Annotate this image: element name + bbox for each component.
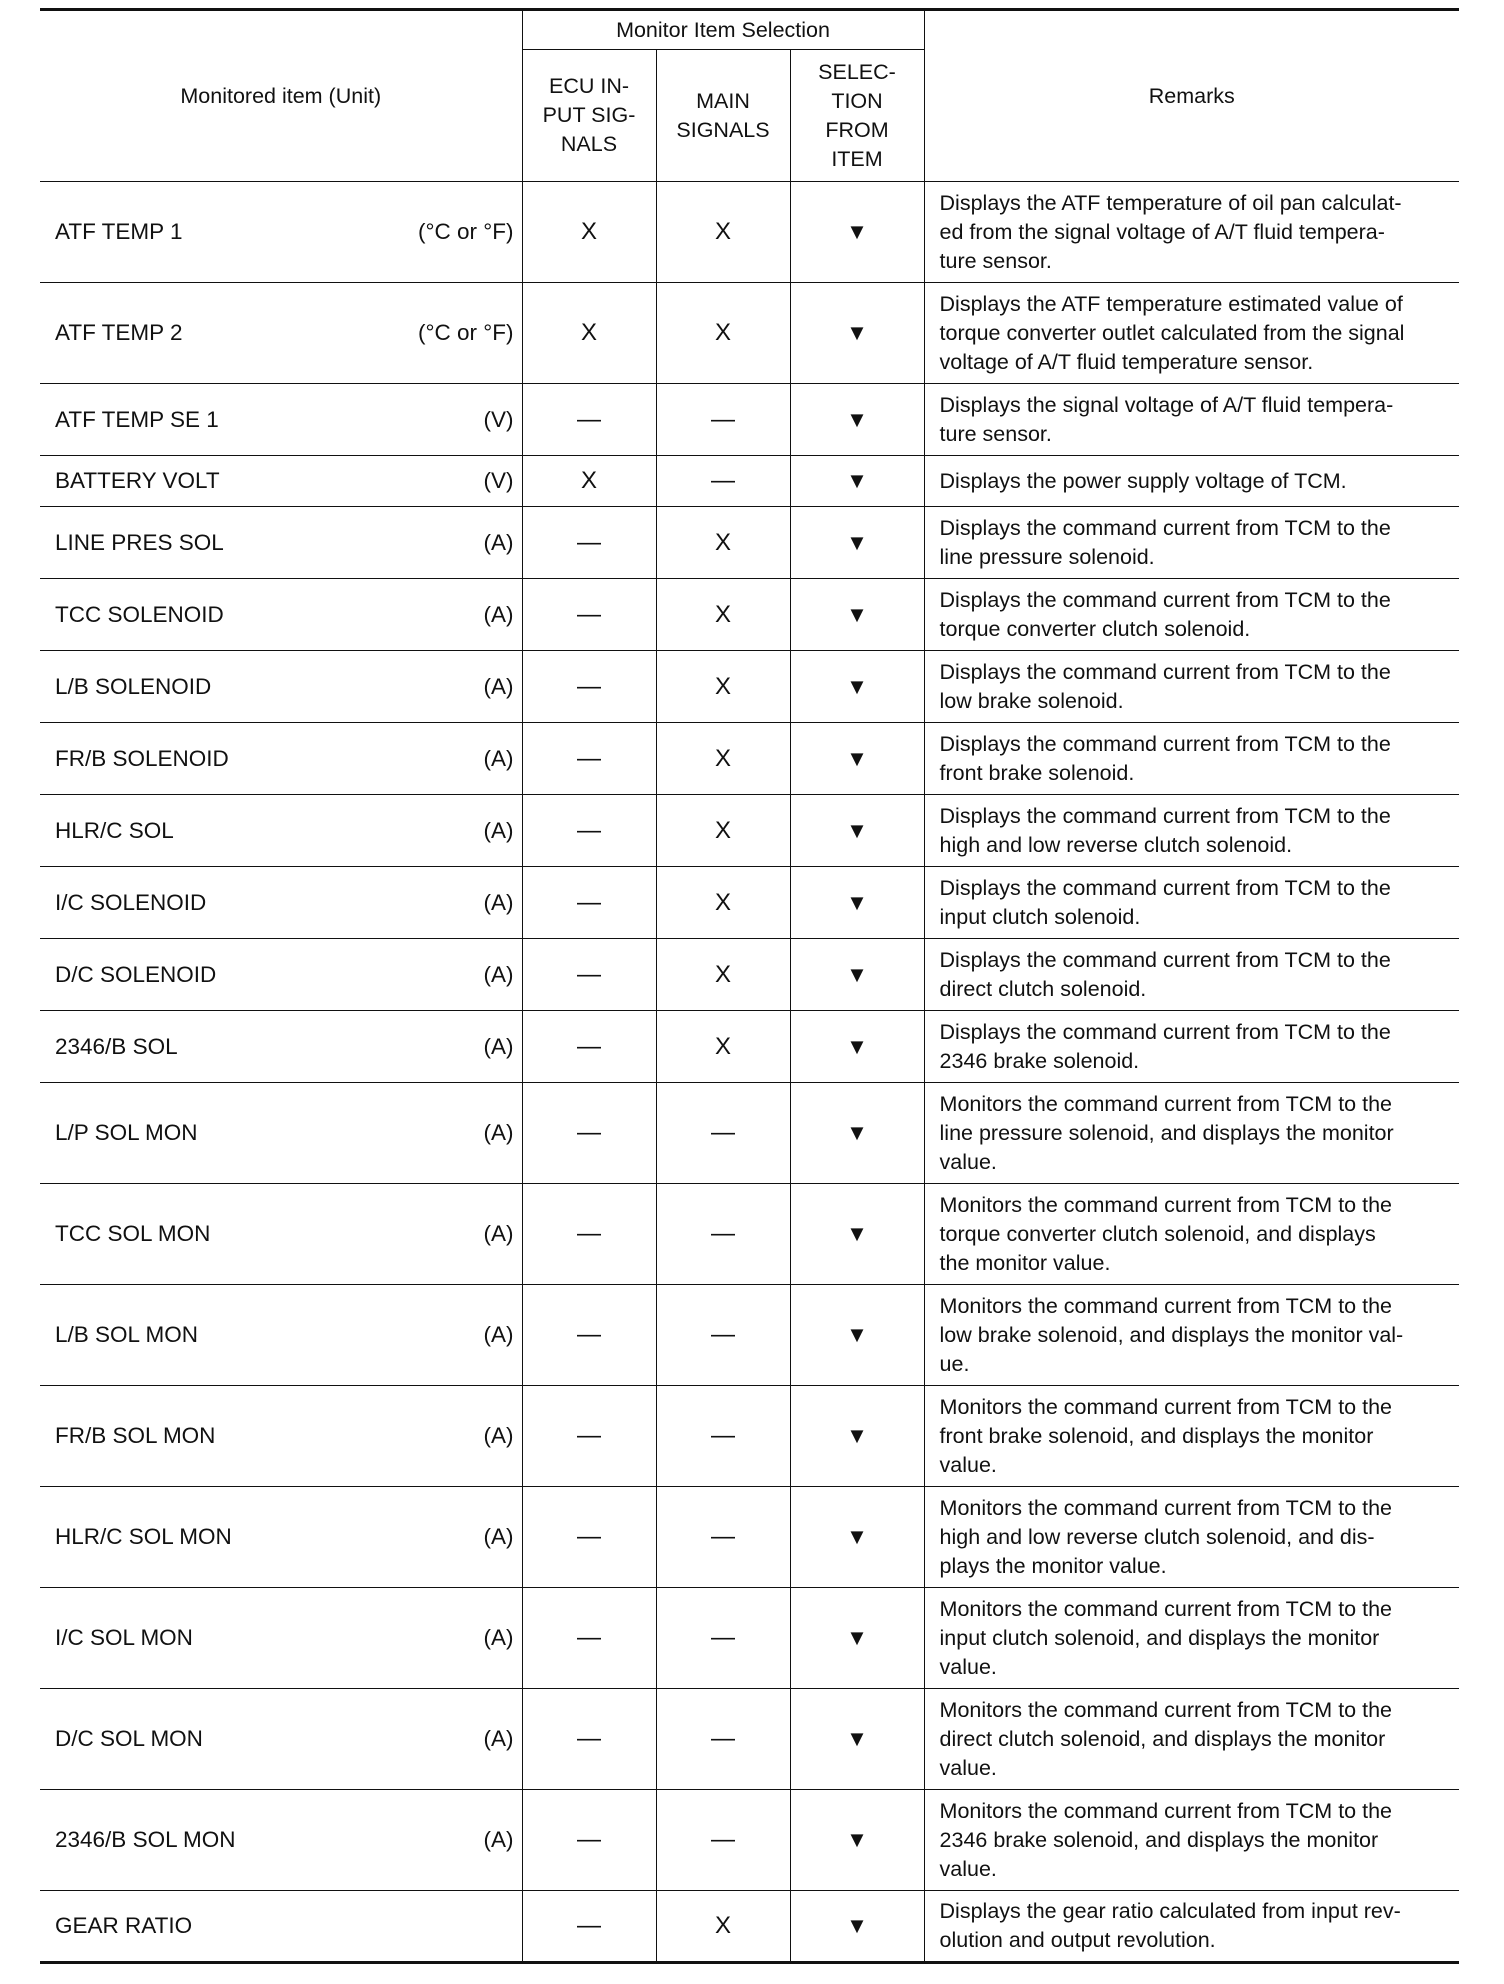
monitored-item-unit: (A): [483, 1625, 514, 1650]
main-signals-mark: —: [656, 1689, 790, 1790]
remarks-cell: Displays the command current from TCM to the front brake solenoid.: [924, 723, 1459, 795]
table-row: [40, 1011, 1459, 1083]
ecu-input-signals-mark: —: [522, 384, 656, 456]
monitored-item-cell: [40, 1011, 522, 1083]
selection-from-item-mark: ▼: [790, 182, 924, 283]
monitored-item-name: L/B SOLENOID: [55, 673, 212, 699]
header-monitor-item-selection: Monitor Item Selection: [522, 10, 924, 50]
table-row: [40, 1588, 1459, 1689]
selection-from-item-mark: ▼: [790, 1011, 924, 1083]
ecu-input-signals-mark: —: [522, 1891, 656, 1963]
selection-from-item-mark: ▼: [790, 283, 924, 384]
remarks-cell: Monitors the command current from TCM to the 2346 brake solenoid, and displays the monitor value.: [924, 1790, 1459, 1891]
monitored-item-name: LINE PRES SOL: [55, 529, 224, 555]
monitored-item-cell: [40, 182, 522, 283]
table-row: [40, 939, 1459, 1011]
monitor-item-table: [40, 8, 1459, 1964]
monitored-item-unit: (A): [483, 1524, 514, 1549]
monitored-item-cell: [40, 1386, 522, 1487]
ecu-input-signals-mark: X: [522, 456, 656, 507]
table-row: [40, 651, 1459, 723]
ecu-input-signals-mark: —: [522, 1790, 656, 1891]
monitored-item-unit: (A): [483, 889, 514, 915]
table-row: [40, 384, 1459, 456]
ecu-input-signals-mark: —: [522, 795, 656, 867]
main-signals-mark: —: [656, 1790, 790, 1891]
ecu-input-signals-mark: —: [522, 1386, 656, 1487]
header-ecu-input-signals: ECU IN- PUT SIG- NALS: [522, 50, 656, 182]
monitored-item-unit: (A): [483, 1120, 514, 1145]
remarks-cell: Displays the command current from TCM to the line pressure solenoid.: [924, 507, 1459, 579]
main-signals-mark: X: [656, 1891, 790, 1963]
monitored-item-unit: (V): [483, 406, 514, 432]
selection-from-item-mark: ▼: [790, 1386, 924, 1487]
monitored-item-unit: (°C or °F): [418, 320, 514, 345]
remarks-cell: Displays the command current from TCM to the torque converter clutch solenoid.: [924, 579, 1459, 651]
main-signals-mark: —: [656, 1487, 790, 1588]
ecu-input-signals-mark: —: [522, 1588, 656, 1689]
ecu-input-signals-mark: X: [522, 182, 656, 283]
table-row: [40, 1386, 1459, 1487]
main-signals-mark: X: [656, 723, 790, 795]
main-signals-mark: X: [656, 579, 790, 651]
ecu-input-signals-mark: —: [522, 723, 656, 795]
monitored-item-unit: (A): [483, 1726, 514, 1751]
ecu-input-signals-mark: —: [522, 1083, 656, 1184]
main-signals-mark: —: [656, 1285, 790, 1386]
selection-from-item-mark: ▼: [790, 456, 924, 507]
remarks-cell: Monitors the command current from TCM to the front brake solenoid, and displays the monitor value.: [924, 1386, 1459, 1487]
ecu-input-signals-mark: —: [522, 1184, 656, 1285]
monitored-item-name: FR/B SOLENOID: [55, 745, 229, 771]
table-row: [40, 456, 1459, 507]
selection-from-item-mark: ▼: [790, 1285, 924, 1386]
monitored-item-name: TCC SOL MON: [55, 1221, 211, 1246]
monitored-item-unit: (V): [483, 468, 514, 493]
table-row: [40, 1891, 1459, 1963]
remarks-cell: Displays the ATF temperature estimated value of torque converter outlet calculated from the signal voltage of A/T fluid temperature sensor.: [924, 283, 1459, 384]
monitored-item-unit: (°C or °F): [418, 219, 514, 244]
selection-from-item-mark: ▼: [790, 1790, 924, 1891]
monitored-item-name: BATTERY VOLT: [55, 468, 220, 493]
monitored-item-name: 2346/B SOL: [55, 1033, 178, 1059]
main-signals-mark: X: [656, 182, 790, 283]
selection-from-item-mark: ▼: [790, 1588, 924, 1689]
monitored-item-name: TCC SOLENOID: [55, 601, 224, 627]
table-row: [40, 795, 1459, 867]
table-row: [40, 1790, 1459, 1891]
ecu-input-signals-mark: —: [522, 579, 656, 651]
monitored-item-name: ATF TEMP 1: [55, 219, 183, 244]
main-signals-mark: —: [656, 1386, 790, 1487]
table-row: [40, 1487, 1459, 1588]
table-row: [40, 579, 1459, 651]
table-row: [40, 1184, 1459, 1285]
remarks-cell: Monitors the command current from TCM to the line pressure solenoid, and displays the monitor value.: [924, 1083, 1459, 1184]
monitored-item-cell: [40, 1588, 522, 1689]
main-signals-mark: X: [656, 795, 790, 867]
monitored-item-cell: [40, 1285, 522, 1386]
monitored-item-cell: [40, 867, 522, 939]
remarks-cell: Displays the command current from TCM to the 2346 brake solenoid.: [924, 1011, 1459, 1083]
selection-from-item-mark: ▼: [790, 579, 924, 651]
monitored-item-unit: (A): [483, 529, 514, 555]
monitored-item-cell: [40, 723, 522, 795]
monitored-item-cell: [40, 1487, 522, 1588]
remarks-cell: Monitors the command current from TCM to the high and low reverse clutch solenoid, and dis- plays the monitor value.: [924, 1487, 1459, 1588]
monitored-item-name: ATF TEMP 2: [55, 320, 183, 345]
remarks-cell: Displays the signal voltage of A/T fluid tempera- ture sensor.: [924, 384, 1459, 456]
main-signals-mark: —: [656, 1184, 790, 1285]
monitored-item-unit: (A): [483, 961, 514, 987]
remarks-cell: Monitors the command current from TCM to the input clutch solenoid, and displays the monitor value.: [924, 1588, 1459, 1689]
remarks-cell: Displays the gear ratio calculated from input rev- olution and output revolution.: [924, 1891, 1459, 1963]
main-signals-mark: X: [656, 651, 790, 723]
monitored-item-cell: [40, 1184, 522, 1285]
main-signals-mark: —: [656, 1083, 790, 1184]
selection-from-item-mark: ▼: [790, 384, 924, 456]
ecu-input-signals-mark: —: [522, 1285, 656, 1386]
monitored-item-name: L/B SOL MON: [55, 1322, 198, 1347]
monitored-item-cell: [40, 579, 522, 651]
monitored-item-name: D/C SOL MON: [55, 1726, 203, 1751]
monitored-item-name: HLR/C SOL MON: [55, 1524, 232, 1549]
main-signals-mark: X: [656, 939, 790, 1011]
monitored-item-cell: [40, 939, 522, 1011]
main-signals-mark: X: [656, 507, 790, 579]
selection-from-item-mark: ▼: [790, 1184, 924, 1285]
monitored-item-unit: (A): [483, 1221, 514, 1246]
monitored-item-cell: [40, 651, 522, 723]
remarks-cell: Displays the command current from TCM to the high and low reverse clutch solenoid.: [924, 795, 1459, 867]
remarks-cell: Displays the command current from TCM to the low brake solenoid.: [924, 651, 1459, 723]
table-row: [40, 1083, 1459, 1184]
table-row: [40, 283, 1459, 384]
main-signals-mark: X: [656, 283, 790, 384]
selection-from-item-mark: ▼: [790, 795, 924, 867]
header-remarks: Remarks: [924, 10, 1459, 182]
main-signals-mark: —: [656, 456, 790, 507]
selection-from-item-mark: ▼: [790, 1083, 924, 1184]
table-row: [40, 182, 1459, 283]
main-signals-mark: X: [656, 867, 790, 939]
monitored-item-unit: (A): [483, 745, 514, 771]
monitored-item-unit: (A): [483, 1322, 514, 1347]
selection-from-item-mark: ▼: [790, 1487, 924, 1588]
monitored-item-name: FR/B SOL MON: [55, 1423, 216, 1448]
monitored-item-name: L/P SOL MON: [55, 1120, 198, 1145]
table-row: [40, 723, 1459, 795]
ecu-input-signals-mark: X: [522, 283, 656, 384]
remarks-cell: Monitors the command current from TCM to the torque converter clutch solenoid, and displays the monitor value.: [924, 1184, 1459, 1285]
monitored-item-name: D/C SOLENOID: [55, 961, 217, 987]
ecu-input-signals-mark: —: [522, 651, 656, 723]
monitored-item-unit: (A): [483, 1423, 514, 1448]
monitored-item-name: GEAR RATIO: [55, 1913, 193, 1938]
monitored-item-cell: [40, 283, 522, 384]
table-row: [40, 507, 1459, 579]
selection-from-item-mark: ▼: [790, 1891, 924, 1963]
main-signals-mark: —: [656, 1588, 790, 1689]
table-row: [40, 867, 1459, 939]
monitored-item-cell: [40, 1790, 522, 1891]
ecu-input-signals-mark: —: [522, 939, 656, 1011]
selection-from-item-mark: ▼: [790, 939, 924, 1011]
monitored-item-cell: [40, 1689, 522, 1790]
selection-from-item-mark: ▼: [790, 507, 924, 579]
monitored-item-cell: [40, 384, 522, 456]
remarks-cell: Displays the command current from TCM to the input clutch solenoid.: [924, 867, 1459, 939]
selection-from-item-mark: ▼: [790, 723, 924, 795]
remarks-cell: Displays the power supply voltage of TCM.: [924, 456, 1459, 507]
monitored-item-cell: [40, 1891, 522, 1963]
ecu-input-signals-mark: —: [522, 1689, 656, 1790]
monitored-item-unit: (A): [483, 601, 514, 627]
remarks-cell: Monitors the command current from TCM to the direct clutch solenoid, and displays the monitor value.: [924, 1689, 1459, 1790]
table-body: [40, 182, 1459, 1963]
monitored-item-name: I/C SOLENOID: [55, 889, 207, 915]
ecu-input-signals-mark: —: [522, 1487, 656, 1588]
monitored-item-unit: (A): [483, 673, 514, 699]
monitored-item-cell: [40, 507, 522, 579]
selection-from-item-mark: ▼: [790, 1689, 924, 1790]
ecu-input-signals-mark: —: [522, 507, 656, 579]
monitored-item-cell: [40, 456, 522, 507]
monitored-item-name: 2346/B SOL MON: [55, 1827, 236, 1852]
monitored-item-name: ATF TEMP SE 1: [55, 406, 219, 432]
table-row: [40, 1285, 1459, 1386]
monitored-item-cell: [40, 795, 522, 867]
table-row: [40, 1689, 1459, 1790]
monitored-item-unit: (A): [483, 1827, 514, 1852]
remarks-cell: Displays the command current from TCM to the direct clutch solenoid.: [924, 939, 1459, 1011]
monitored-item-unit: (A): [483, 1033, 514, 1059]
ecu-input-signals-mark: —: [522, 1011, 656, 1083]
monitored-item-name: HLR/C SOL: [55, 817, 174, 843]
monitored-item-cell: [40, 1083, 522, 1184]
header-monitored-item: Monitored item (Unit): [40, 10, 522, 182]
selection-from-item-mark: ▼: [790, 867, 924, 939]
monitored-item-unit: (A): [483, 817, 514, 843]
header-main-signals: MAIN SIGNALS: [656, 50, 790, 182]
remarks-cell: Displays the ATF temperature of oil pan calculat- ed from the signal voltage of A/T fluid tempera- ture sensor.: [924, 182, 1459, 283]
header-selection-from-item: SELEC- TION FROM ITEM: [790, 50, 924, 182]
main-signals-mark: —: [656, 384, 790, 456]
remarks-cell: Monitors the command current from TCM to the low brake solenoid, and displays the monitor val- ue.: [924, 1285, 1459, 1386]
monitored-item-name: I/C SOL MON: [55, 1625, 193, 1650]
ecu-input-signals-mark: —: [522, 867, 656, 939]
main-signals-mark: X: [656, 1011, 790, 1083]
selection-from-item-mark: ▼: [790, 651, 924, 723]
